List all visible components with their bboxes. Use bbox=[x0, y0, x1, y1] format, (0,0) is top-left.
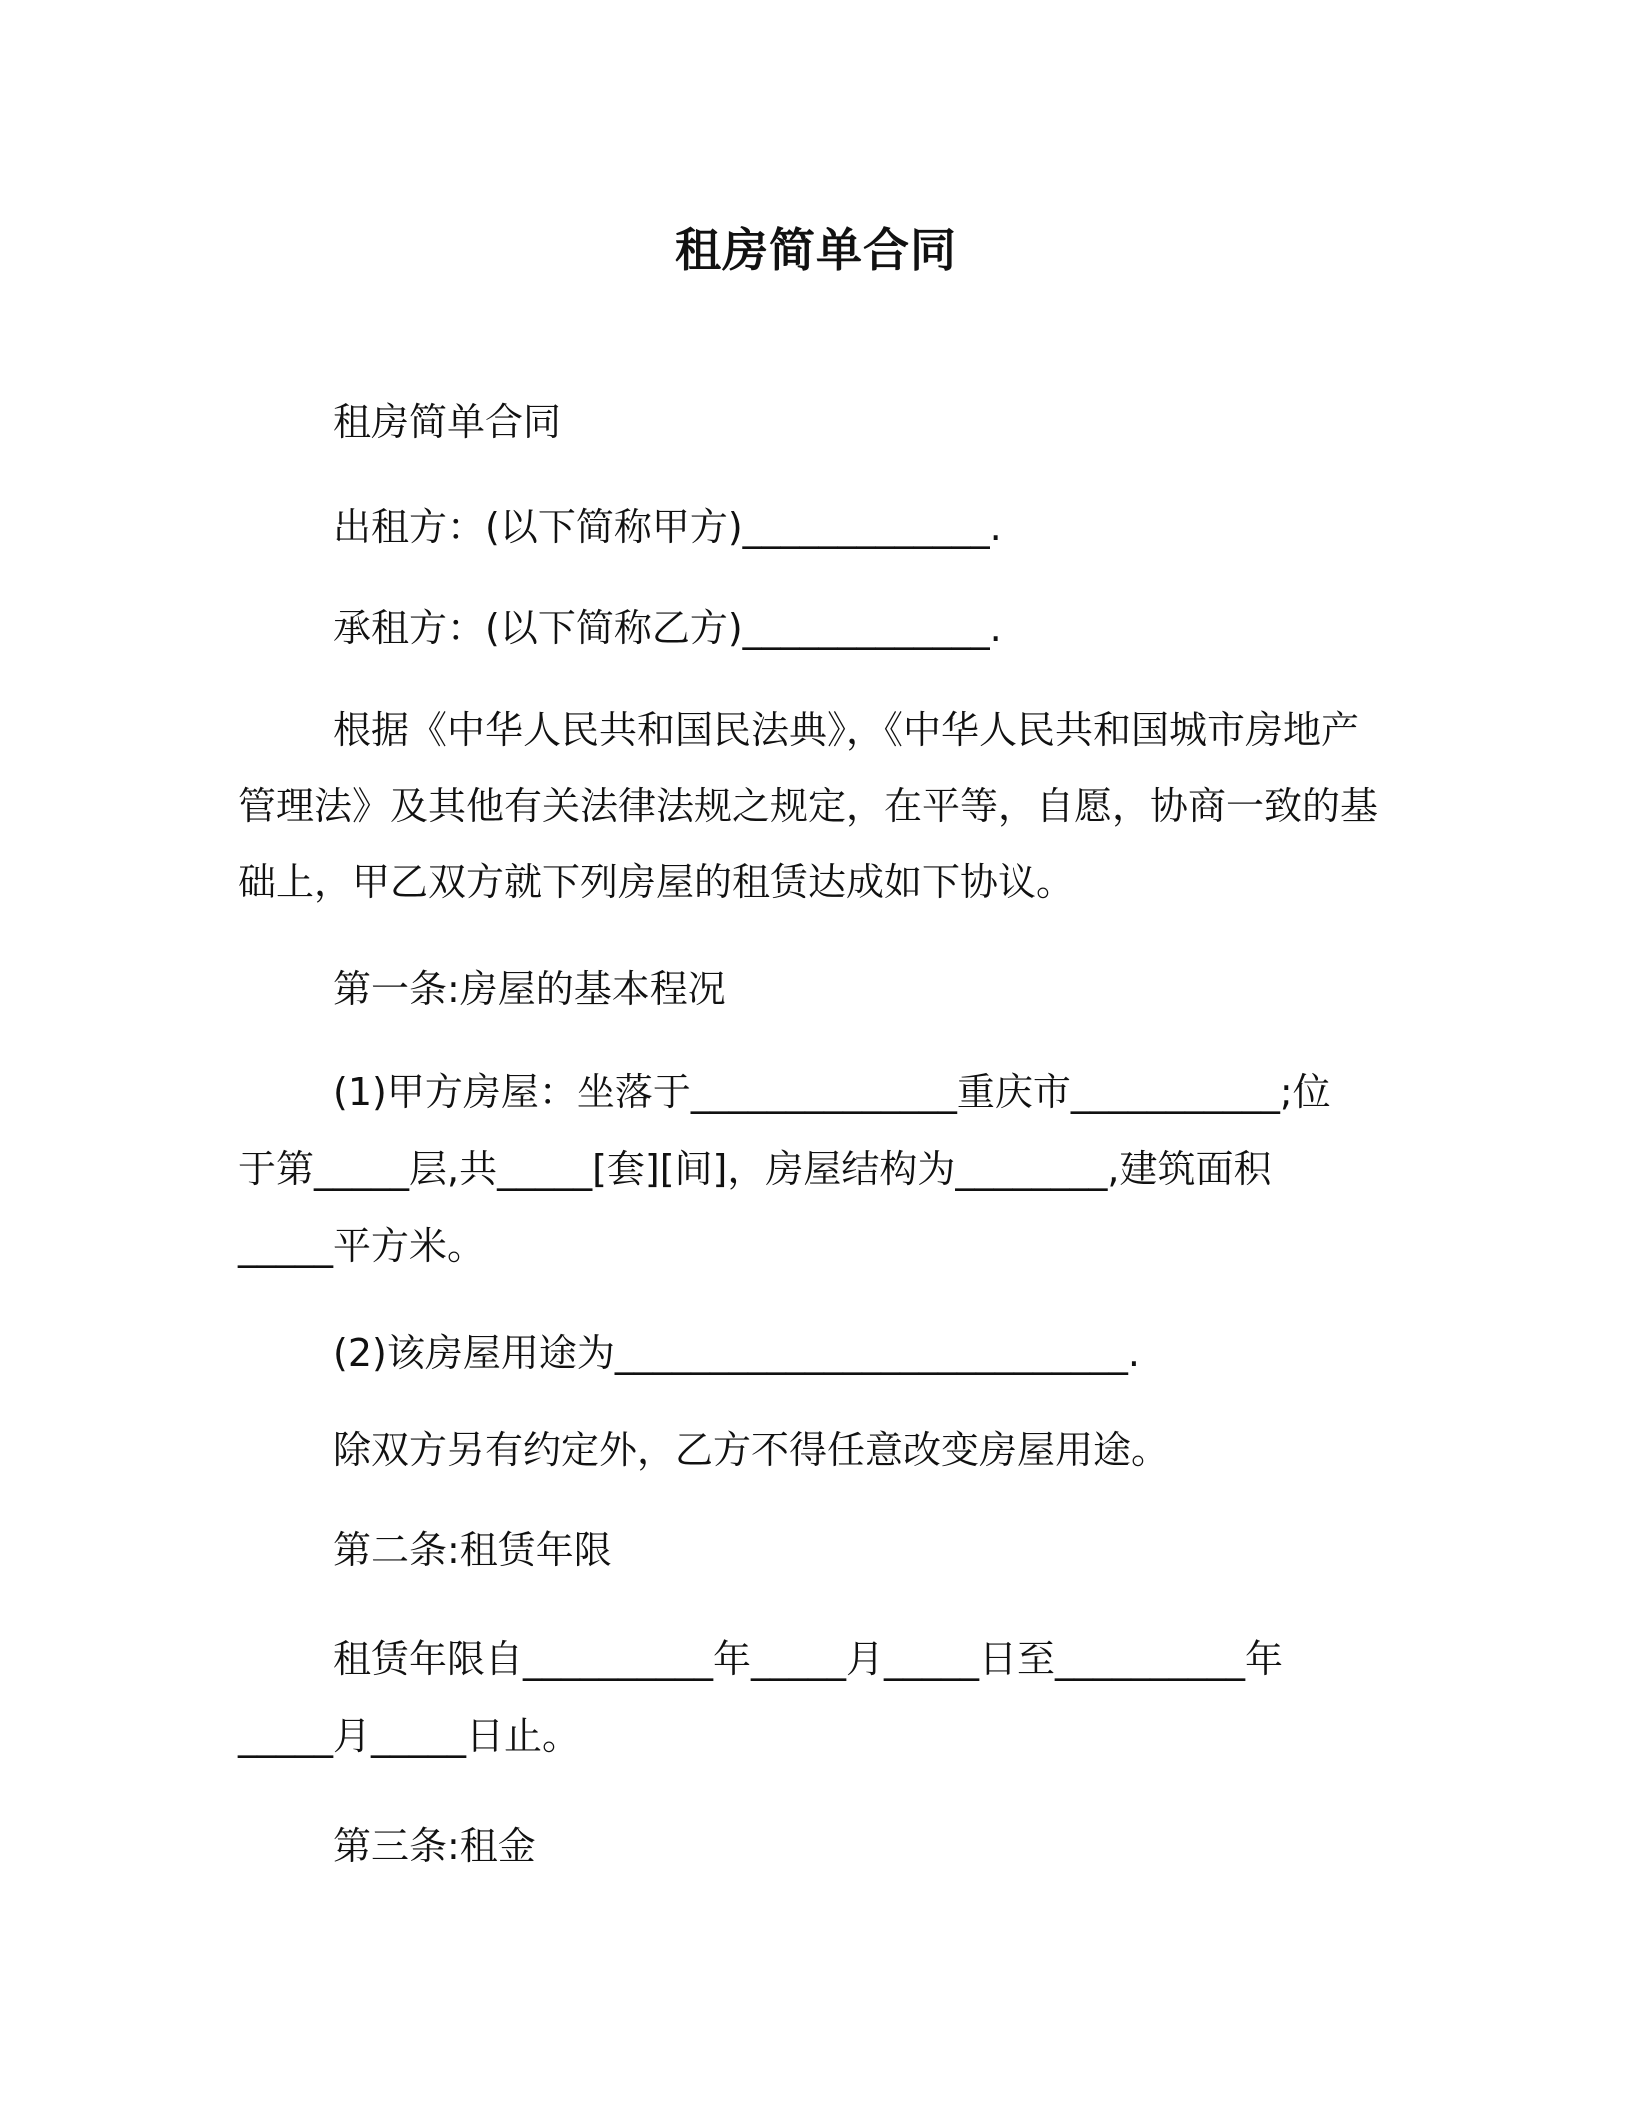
house-info-line-2: 于第_____层,共_____[套][间]，房屋结构为________,建筑面积 bbox=[238, 1147, 1272, 1191]
lease-term-line-2: _____月_____日止。 bbox=[238, 1714, 581, 1758]
article-3-heading: 第三条:租金 bbox=[333, 1824, 536, 1868]
house-usage-line: (2)该房屋用途为___________________________. bbox=[333, 1331, 1140, 1375]
usage-restriction-line: 除双方另有约定外，乙方不得任意改变房屋用途。 bbox=[333, 1428, 1170, 1472]
subtitle-line: 租房简单合同 bbox=[333, 400, 562, 444]
lessee-line: 承租方：(以下简称乙方)_____________. bbox=[333, 606, 1002, 650]
lessor-line: 出租方：(以下简称甲方)_____________. bbox=[333, 505, 1002, 549]
document-title: 租房简单合同 bbox=[675, 223, 957, 277]
house-info-line-3: _____平方米。 bbox=[238, 1224, 486, 1268]
article-2-heading: 第二条:租赁年限 bbox=[333, 1528, 612, 1572]
preamble-line-1: 根据《中华人民共和国民法典》，《中华人民共和国城市房地产 bbox=[333, 708, 1360, 752]
preamble-line-2: 管理法》及其他有关法律法规之规定，在平等，自愿，协商一致的基 bbox=[238, 784, 1379, 828]
preamble-line-3: 础上，甲乙双方就下列房屋的租赁达成如下协议。 bbox=[238, 860, 1075, 904]
article-1-heading: 第一条:房屋的基本程况 bbox=[333, 967, 726, 1011]
lease-term-line-1: 租赁年限自__________年_____月_____日至__________年 bbox=[333, 1637, 1284, 1681]
house-info-line-1: (1)甲方房屋：坐落于______________重庆市___________;位 bbox=[333, 1070, 1331, 1114]
